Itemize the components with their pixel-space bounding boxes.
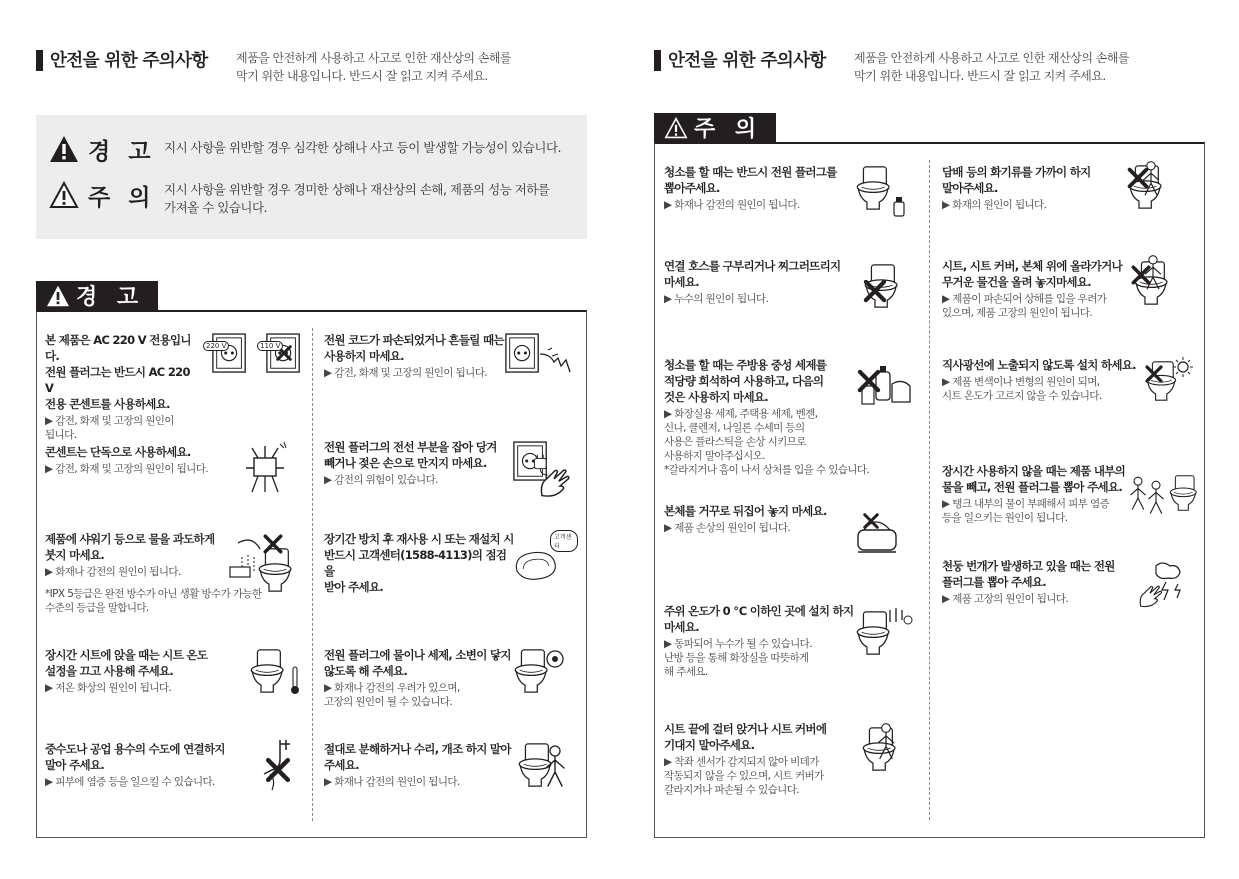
voltage-110-label: 110 V [257, 341, 283, 351]
legend-box [36, 115, 587, 239]
item-title: 시트, 시트 커버, 본체 위에 올라가거나 무거운 물건을 올려 놓지마세요. [942, 259, 1122, 289]
page-title: 안전을 위한 주의사항 [50, 51, 208, 71]
list-item [664, 164, 844, 212]
item-title: 절대로 분해하거나 수리, 개조 하지 말아 주세요. [324, 742, 511, 772]
shower-water-illustration [228, 533, 298, 595]
service-center-illustration [512, 530, 578, 586]
page-subtitle: 제품을 안전하게 사용하고 사고로 인한 재산상의 손해를 막기 위한 내용입니다. 반드시 잘 읽고 지켜 주세요. [236, 51, 512, 83]
item-title: 장기간 방치 후 재사용 시 또는 재설치 시 반드시 고객센터(1588-4113)의 점검을 받아 주세요. [324, 532, 514, 594]
list-item [324, 741, 514, 789]
item-note: ▶ 저온 화상의 원인이 됩니다. [45, 682, 172, 694]
caution-outline-icon [49, 181, 79, 209]
industrial-water-illustration [258, 738, 298, 794]
item-note: ▶ 동파되어 누수가 될 수 있습니다. 난방 등을 통해 화장실을 따뜻하게 해 주세요. [664, 638, 812, 678]
list-item [324, 647, 514, 709]
list-item [45, 741, 265, 789]
warning-tab-icon [46, 285, 70, 307]
outlet-220v-110v-illustration [203, 332, 303, 382]
item-title: 전원 플러그의 전선 부분을 잡아 당겨 빼거나 젖은 손으로 만지지 마세요. [324, 440, 497, 470]
item-note: ▶ 제품 고장의 원인이 됩니다. [942, 593, 1069, 605]
item-note: ▶ 제품이 파손되어 상해를 입을 우려가 있으며, 제품 고장의 원인이 됩니다. [942, 293, 1107, 319]
item-note: ▶ 화재나 감전의 원인이 됩니다. [324, 776, 460, 788]
warning-desc: 지시 사항을 위반할 경우 심각한 상해나 사고 등이 발생할 가능성이 있습니다. [164, 140, 562, 155]
damaged-cord-illustration [504, 332, 576, 384]
list-item [45, 332, 195, 442]
disassemble-illustration [514, 738, 574, 796]
column-divider [929, 160, 930, 820]
item-title: 장시간 시트에 앉을 때는 시트 온도 설정을 끄고 사용해 주세요. [45, 648, 208, 678]
item-title: 콘센트는 단독으로 사용하세요. [45, 445, 191, 459]
list-item [942, 463, 1142, 525]
multi-tap-illustration [240, 438, 292, 496]
item-note: ▶ 감전, 화재 및 고장의 원인이 됩니다. [45, 415, 174, 441]
unplug-cleaning-illustration [852, 160, 910, 222]
item-note: ▶ 감전, 화재 및 고장의 원인이 됩니다. [45, 463, 208, 475]
list-item [664, 721, 854, 797]
item-note: ▶ 화재나 감전의 원인이 됩니다. [45, 566, 181, 578]
item-title: 중수도나 공업 용수의 수도에 연결하지 말아 주세요. [45, 742, 225, 772]
item-note: ▶ 화재의 원인이 됩니다. [942, 199, 1047, 211]
drain-water-illustration [1126, 466, 1200, 522]
service-center-label: 고객센터 [550, 530, 578, 552]
list-item [664, 258, 854, 306]
cigarette-illustration [1124, 160, 1178, 216]
sunlight-illustration [1142, 356, 1194, 408]
header-bar [654, 50, 661, 71]
warning-tab-label: 경 고 [76, 285, 145, 310]
item-note: ▶ 누수의 원인이 됩니다. [664, 293, 769, 305]
list-item [45, 647, 265, 695]
caution-label: 주 의 [88, 185, 156, 211]
lightning-illustration [1136, 560, 1188, 610]
header-bar [36, 50, 43, 71]
list-item [664, 603, 854, 679]
voltage-220-label: 220 V [203, 341, 229, 351]
page-title: 안전을 위한 주의사항 [668, 51, 826, 71]
item-title: 청소를 할 때는 주방용 중성 세제를 적당량 희석하여 사용하고, 다음의 것은 사용하지 마세요. [664, 358, 827, 404]
upside-down-illustration [852, 510, 902, 562]
caution-desc: 지시 사항을 위반할 경우 경미한 상해나 재산상의 손해, 제품의 성능 저하를 가져올 수 있습니다. [164, 182, 550, 215]
pull-plug-illustration [512, 440, 574, 500]
item-note: ▶ 감전, 화재 및 고장의 원인이 됩니다. [324, 367, 487, 379]
list-item [45, 444, 265, 476]
item-title: 전원 플러그에 물이나 세제, 소변이 닿지 않도록 해 주세요. [324, 648, 511, 678]
item-title: 천둥 번개가 발생하고 있을 때는 전원 플러그를 뽑아 주세요. [942, 559, 1115, 589]
list-item [324, 332, 504, 380]
page-subtitle: 제품을 안전하게 사용하고 사고로 인한 재산상의 손해를 막기 위한 내용입니다. 반드시 잘 읽고 지켜 주세요. [854, 51, 1130, 83]
item-title: 장시간 사용하지 않을 때는 제품 내부의 물을 빼고, 전원 플러그를 뽑아 주세요. [942, 464, 1126, 494]
warning-section-tab [36, 281, 158, 311]
detergent-illustration [856, 362, 914, 414]
list-item [324, 531, 514, 595]
warning-filled-icon [49, 135, 79, 163]
item-title: 시트 끝에 걸터 앉거나 시트 커버에 기대지 말아주세요. [664, 722, 827, 752]
freezing-illustration [852, 606, 914, 662]
item-title: 전원 코드가 파손되었거나 흔들릴 때는 사용하지 마세요. [324, 333, 504, 363]
item-title: 본 제품은 AC 220 V 전용입니다. 전원 플러그는 반드시 AC 220 V 전용 콘센트를 사용하세요. [45, 333, 191, 411]
item-title: 직사광선에 노출되지 않도록 설치 하세요. [942, 358, 1136, 372]
caution-tab-icon [664, 117, 688, 139]
water-on-plug-illustration [510, 644, 568, 702]
list-item [942, 258, 1142, 320]
item-footnote: *IPX 5등급은 완전 방수가 아닌 생활 방수가 가능한 수준의 등급을 말합니다. [45, 588, 262, 614]
item-title: 주위 온도가 0 ℃ 이하인 곳에 설치 하지 마세요. [664, 604, 854, 634]
item-note: ▶ 감전의 위험이 있습니다. [324, 474, 438, 486]
item-title: 청소를 할 때는 반드시 전원 플러그를 뽑아주세요. [664, 165, 837, 195]
caution-tab-label: 주 의 [694, 117, 763, 142]
item-note: ▶ 피부에 염증 등을 일으킬 수 있습니다. [45, 776, 215, 788]
warning-label: 경 고 [88, 139, 156, 165]
list-item [324, 439, 514, 487]
item-title: 제품에 샤워기 등으로 물을 과도하게 붓지 마세요. [45, 532, 215, 562]
item-note: ▶ 탱크 내부의 물이 부패해서 피부 염증 등을 일으키는 원인이 됩니다. [942, 498, 1110, 524]
list-item [942, 357, 1142, 403]
item-title: 담배 등의 화기류를 가까이 하지 말아주세요. [942, 165, 1091, 195]
list-item [942, 164, 1122, 212]
caution-section-tab [654, 113, 776, 143]
item-note: ▶ 착좌 센서가 감지되지 않아 비데가 작동되지 않을 수 있으며, 시트 커버가 갈라지거나 파손될 수 있습니다. [664, 756, 824, 796]
item-note: ▶ 화재나 감전의 원인이 됩니다. [664, 199, 800, 211]
item-note: ▶ 화장실용 세제, 주택용 세제, 벤젠, 신나, 클렌저, 나일론 수세미 등의 사용은 플라스틱을 손상 시키므로 사용하지 말아주십시오. *갈라지거나 흠이 나서 상처를 입을 수 있습니다. [664, 408, 870, 476]
list-item [664, 503, 854, 535]
item-title: 본체를 거꾸로 뒤집어 놓지 마세요. [664, 504, 827, 518]
item-note: ▶ 화재나 감전의 우려가 있으며, 고장의 원인이 될 수 있습니다. [324, 682, 460, 708]
bent-hose-illustration [860, 258, 910, 318]
stand-on-seat-illustration [1130, 256, 1182, 312]
column-divider [312, 328, 313, 821]
seat-temperature-illustration [246, 644, 300, 702]
item-note: ▶ 제품 변색이나 변형의 원인이 되며, 시트 온도가 고르지 않을 수 있습니다. [942, 376, 1102, 402]
item-title: 연결 호스를 구부리거나 찌그러뜨리지 마세요. [664, 259, 841, 289]
item-note: ▶ 제품 손상의 원인이 됩니다. [664, 522, 791, 534]
list-item [942, 558, 1132, 606]
lean-seat-illustration [858, 722, 912, 778]
